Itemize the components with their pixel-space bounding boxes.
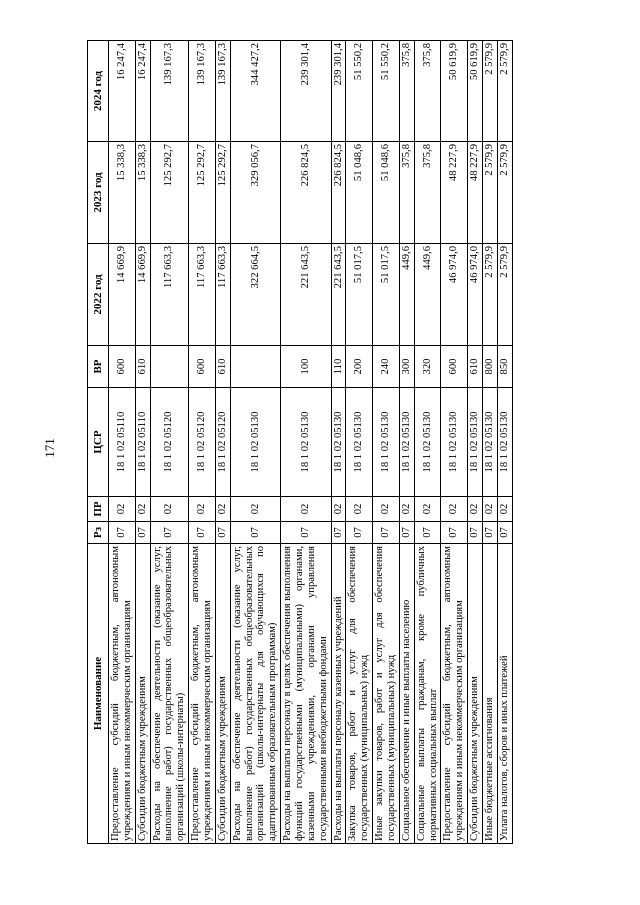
row-name: Расходы на обеспечение деятельности (оказание услуг, выполнение работ) государственных общеобразовательных организаций (школы-интернаты) [150,544,189,844]
row-2022: 51 017,5 [346,244,373,346]
row-vr: 800 [483,346,498,388]
row-pr: 02 [373,497,400,522]
row-pr: 02 [346,497,373,522]
row-name: Иные закупки товаров, работ и услуг для обеспечения государственных (муниципальных) нужд [373,544,400,844]
table-row [346,41,373,844]
header-csr: ЦСР [88,388,109,497]
row-vr: 850 [497,346,512,388]
row-vr [230,346,280,388]
row-2024: 51 550,2 [346,41,373,142]
table-row [150,41,189,844]
table-row [230,41,280,844]
row-csr: 18 1 02 05130 [346,388,373,497]
row-2024: 239 301,4 [281,41,331,142]
row-2022: 51 017,5 [373,244,400,346]
row-name: Субсидии бюджетным учреждениям [468,544,483,844]
row-2023: 329 056,7 [230,142,280,244]
row-2023: 48 227,9 [468,142,483,244]
table-header-row [88,41,109,844]
header-rz: Рз [88,522,109,544]
row-2023: 226 824,5 [281,142,331,244]
row-vr: 600 [189,346,216,388]
row-rz: 07 [373,522,400,544]
row-name: Расходы на выплаты персоналу в целях обеспечения выполнения функций государственными (муниципальными) органами, казенными учреждениями, органами управления государственными внебюджетными фондами [281,544,331,844]
row-2023: 375,8 [399,142,414,244]
row-name: Уплата налогов, сборов и иных платежей [497,544,512,844]
row-2024: 2 579,9 [497,41,512,142]
row-name: Субсидии бюджетным учреждениям [135,544,150,844]
row-pr: 02 [150,497,189,522]
row-rz: 07 [230,522,280,544]
row-vr: 610 [468,346,483,388]
row-rz: 07 [468,522,483,544]
row-rz: 07 [331,522,346,544]
row-2024: 139 167,3 [215,41,230,142]
row-2023: 48 227,9 [441,142,468,244]
row-rz: 07 [399,522,414,544]
row-name: Предоставление субсидий бюджетным, автономным учреждениям и иным некоммерческим организациям [109,544,136,844]
row-2024: 16 247,4 [135,41,150,142]
row-2022: 322 664,5 [230,244,280,346]
row-2023: 15 338,3 [135,142,150,244]
row-name: Иные бюджетные ассигнования [483,544,498,844]
row-2022: 117 663,3 [150,244,189,346]
row-2024: 239 301,4 [331,41,346,142]
row-pr: 02 [281,497,331,522]
row-2023: 125 292,7 [215,142,230,244]
row-2022: 46 974,0 [441,244,468,346]
header-2022: 2022 год [88,244,109,346]
row-2023: 125 292,7 [150,142,189,244]
row-name: Субсидии бюджетным учреждениям [215,544,230,844]
row-pr: 02 [331,497,346,522]
budget-table [87,40,513,844]
row-csr: 18 1 02 05130 [468,388,483,497]
row-name: Расходы на обеспечение деятельности (оказание услуг, выполнение работ) государственных общеобразовательных организаций (школы-интернаты для обучающихся по адаптированным образовательным программам) [230,544,280,844]
row-2023: 51 048,6 [373,142,400,244]
row-pr: 02 [230,497,280,522]
header-name: Наименование [88,544,109,844]
row-name: Расходы на выплаты персоналу казенных учреждений [331,544,346,844]
row-pr: 02 [414,497,441,522]
row-pr: 02 [441,497,468,522]
row-vr: 100 [281,346,331,388]
row-rz: 07 [189,522,216,544]
row-name: Предоставление субсидий бюджетным, автономным учреждениям и иным некоммерческим организациям [189,544,216,844]
row-name: Закупка товаров, работ и услуг для обеспечения государственных (муниципальных) нужд [346,544,373,844]
row-vr: 610 [135,346,150,388]
table-row [135,41,150,844]
row-2023: 375,8 [414,142,441,244]
row-2024: 139 167,3 [150,41,189,142]
row-vr: 600 [441,346,468,388]
row-2024: 51 550,2 [373,41,400,142]
row-rz: 07 [150,522,189,544]
row-2024: 16 247,4 [109,41,136,142]
table-row [281,41,331,844]
row-2024: 2 579,9 [483,41,498,142]
row-csr: 18 1 02 05130 [441,388,468,497]
row-2022: 14 669,9 [109,244,136,346]
table-body [109,41,513,844]
row-2024: 375,8 [399,41,414,142]
row-2023: 125 292,7 [189,142,216,244]
row-pr: 02 [497,497,512,522]
row-vr [150,346,189,388]
row-csr: 18 1 02 05110 [109,388,136,497]
row-vr: 200 [346,346,373,388]
row-vr: 300 [399,346,414,388]
row-csr: 18 1 02 05120 [215,388,230,497]
row-csr: 18 1 02 05120 [189,388,216,497]
row-csr: 18 1 02 05120 [150,388,189,497]
table-row [109,41,136,844]
row-pr: 02 [399,497,414,522]
header-vr: ВР [88,346,109,388]
header-2024: 2024 год [88,41,109,142]
row-2024: 139 167,3 [189,41,216,142]
table-row [441,41,468,844]
row-vr: 110 [331,346,346,388]
row-csr: 18 1 02 05130 [331,388,346,497]
row-2023: 51 048,6 [346,142,373,244]
row-pr: 02 [135,497,150,522]
table-row [331,41,346,844]
row-pr: 02 [468,497,483,522]
row-2024: 50 619,9 [468,41,483,142]
table-row [399,41,414,844]
table-row [497,41,512,844]
row-csr: 18 1 02 05130 [414,388,441,497]
row-pr: 02 [189,497,216,522]
row-2022: 449,6 [414,244,441,346]
table-row [483,41,498,844]
row-csr: 18 1 02 05110 [135,388,150,497]
row-rz: 07 [109,522,136,544]
row-2023: 2 579,9 [497,142,512,244]
row-name: Социальное обеспечение и иные выплаты населению [399,544,414,844]
row-2022: 221 643,5 [331,244,346,346]
row-2022: 2 579,9 [483,244,498,346]
table-row [373,41,400,844]
row-csr: 18 1 02 05130 [230,388,280,497]
row-csr: 18 1 02 05130 [483,388,498,497]
row-vr: 240 [373,346,400,388]
row-rz: 07 [346,522,373,544]
row-2024: 50 619,9 [441,41,468,142]
row-2024: 344 427,2 [230,41,280,142]
row-vr: 320 [414,346,441,388]
row-pr: 02 [483,497,498,522]
row-csr: 18 1 02 05130 [281,388,331,497]
row-2022: 117 663,3 [215,244,230,346]
row-2023: 2 579,9 [483,142,498,244]
row-2022: 2 579,9 [497,244,512,346]
row-2022: 14 669,9 [135,244,150,346]
rotated-table-container [87,41,548,844]
row-2022: 46 974,0 [468,244,483,346]
table-row [414,41,441,844]
row-rz: 07 [483,522,498,544]
row-name: Предоставление субсидий бюджетным, автономным учреждениям и иным некоммерческим организациям [441,544,468,844]
row-vr: 610 [215,346,230,388]
page-number: 171 [42,438,57,458]
row-rz: 07 [281,522,331,544]
row-pr: 02 [109,497,136,522]
header-2023: 2023 год [88,142,109,244]
row-rz: 07 [135,522,150,544]
row-pr: 02 [215,497,230,522]
row-2023: 226 824,5 [331,142,346,244]
row-csr: 18 1 02 05130 [399,388,414,497]
header-pr: ПР [88,497,109,522]
table-row [215,41,230,844]
row-name: Социальные выплаты гражданам, кроме публичных нормативных социальных выплат [414,544,441,844]
table-row [468,41,483,844]
row-rz: 07 [215,522,230,544]
row-rz: 07 [441,522,468,544]
row-2023: 15 338,3 [109,142,136,244]
row-rz: 07 [414,522,441,544]
row-2024: 375,8 [414,41,441,142]
table-row [189,41,216,844]
row-csr: 18 1 02 05130 [497,388,512,497]
row-vr: 600 [109,346,136,388]
row-rz: 07 [497,522,512,544]
row-2022: 117 663,3 [189,244,216,346]
row-2022: 449,6 [399,244,414,346]
row-2022: 221 643,5 [281,244,331,346]
row-csr: 18 1 02 05130 [373,388,400,497]
